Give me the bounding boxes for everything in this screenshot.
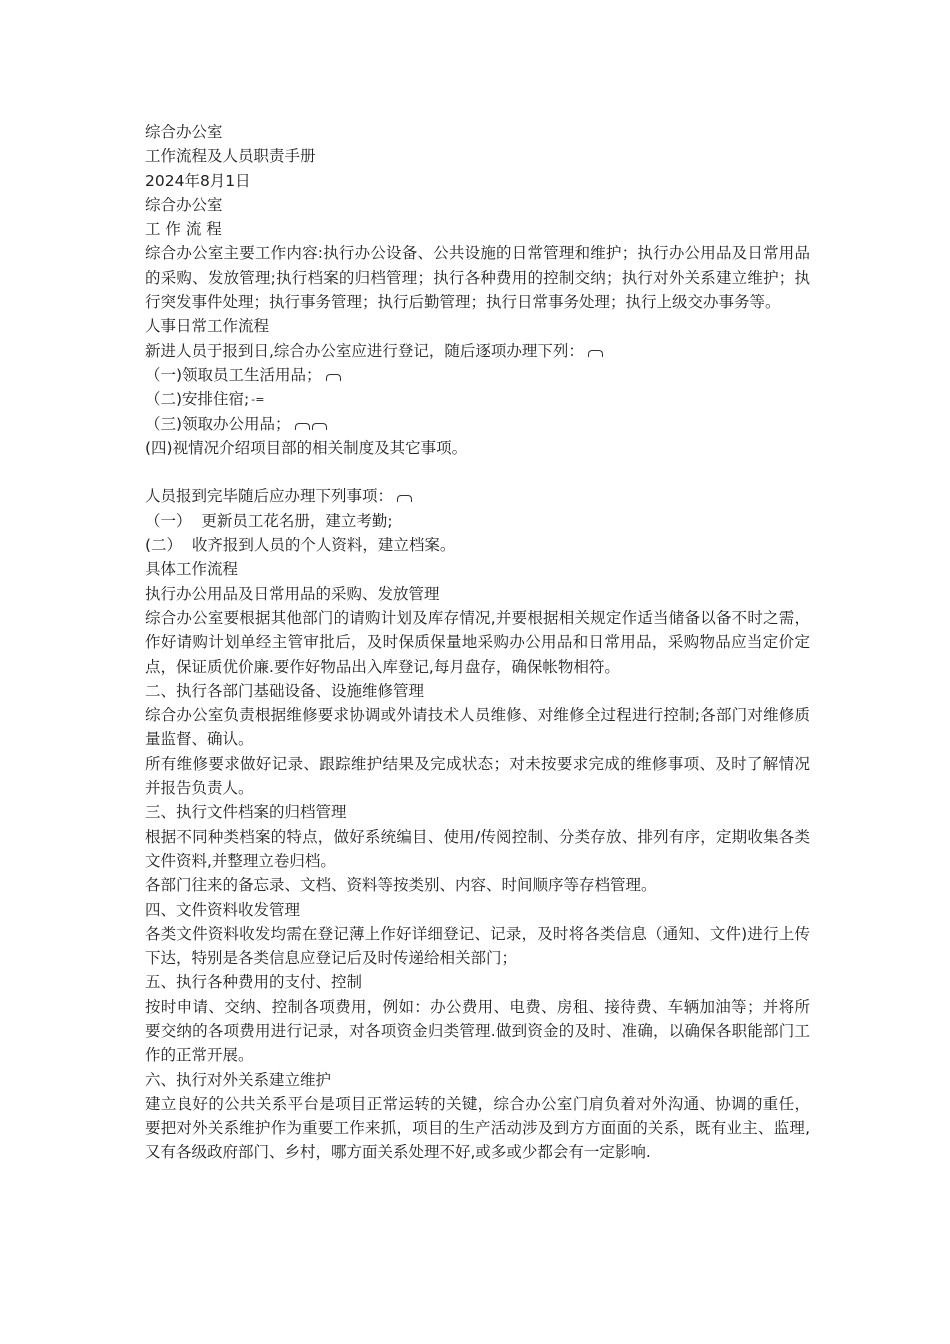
intro-paragraph: 综合办公室主要工作内容:执行办公设备、公共设施的日常管理和维护；执行办公用品及日常用品的采购、发放管理;执行档案的归档管理；执行各种费用的控制交纳；执行对外关系建立维护；执行突发事件处理；执行事务管理；执行后勤管理；执行日常事务处理；执行上级交办事务等。 bbox=[145, 244, 810, 312]
bracket-mark bbox=[295, 423, 310, 430]
hr-item-3: （三)领取办公用品； bbox=[145, 412, 810, 436]
hr-after-item-1: （一） 更新员工花名册，建立考勤; bbox=[145, 511, 393, 530]
hr-after-item-2: (二） 收齐报到人员的个人资料，建立档案。 bbox=[145, 536, 456, 555]
section-2-body-1: 综合办公室负责根据维修要求协调或外请技术人员维修、对维修全过程进行控制;各部门对维修质量监督、确认。 bbox=[145, 706, 810, 749]
section-2-title: 二、执行各部门基础设备、设施维修管理 bbox=[145, 681, 425, 700]
section-1-title: 执行办公用品及日常用品的采购、发放管理 bbox=[145, 584, 440, 603]
manual-title: 工作流程及人员职责手册 bbox=[145, 147, 316, 166]
bracket-mark bbox=[326, 374, 341, 381]
hr-heading: 人事日常工作流程 bbox=[145, 317, 270, 336]
blank-line bbox=[145, 460, 810, 484]
org-name-2: 综合办公室 bbox=[145, 195, 223, 214]
section-4-title: 四、文件资料收发管理 bbox=[145, 900, 301, 919]
section-4-body: 各类文件资料收发均需在登记薄上作好详细登记、记录，及时将各类信息（通知、文件)进行上传下达，特别是各类信息应登记后及时传递给相关部门； bbox=[145, 924, 810, 968]
org-name: 综合办公室 bbox=[145, 123, 223, 141]
section-3-body-1: 根据不同种类档案的特点，做好系统编目、使用/传阅控制、分类存放、排列有序，定期收集各类文件资料,并整理立卷归档。 bbox=[145, 827, 810, 870]
document-page bbox=[145, 120, 810, 1165]
specific-heading: 具体工作流程 bbox=[145, 560, 239, 579]
section-1-body: 综合办公室要根据其他部门的请购计划及库存情况,并要根据相关规定作适当储备以备不时之需，作好请购计划单经主管审批后，及时保质保量地采购办公用品和日常用品，采购物品应当定价定点，保证质优价廉.要作好物品出入库登记,每月盘存，确保帐物相符。 bbox=[145, 608, 810, 676]
hr-item-4: (四)视情况介绍项目部的相关制度及其它事项。 bbox=[145, 438, 468, 457]
section-2-body-2: 所有维修要求做好记录、跟踪维护结果及完成状态；对未按要求完成的维修事项、及时了解情况并报告负责人。 bbox=[145, 754, 810, 798]
bracket-mark bbox=[588, 350, 603, 357]
hr-item-1: （一)领取员工生活用品； bbox=[145, 363, 810, 387]
bracket-mark bbox=[397, 495, 412, 502]
section-6-title: 六、执行对外关系建立维护 bbox=[145, 1070, 332, 1089]
hr-item-2: （二)安排住宿; -= bbox=[145, 390, 265, 409]
hr-step-intro: 新进人员于报到日,综合办公室应进行登记，随后逐项办理下列： bbox=[145, 339, 810, 363]
section-6-body: 建立良好的公共关系平台是项目正常运转的关键，综合办公室门肩负着对外沟通、协调的重任，要把对外关系维护作为重要工作来抓，项目的生产活动涉及到方方面面的关系，既有业主、监理,又有各级政府部门、乡村，哪方面关系处理不好,或多或少都会有一定影响. bbox=[145, 1094, 810, 1162]
bracket-mark bbox=[312, 423, 327, 430]
date: 2024年8月1日 bbox=[145, 171, 251, 190]
section-3-title: 三、执行文件档案的归档管理 bbox=[145, 803, 347, 822]
section-3-body-2: 各部门往来的备忘录、文档、资料等按类别、内容、时间顺序等存档管理。 bbox=[145, 876, 657, 895]
section-title: 工 作 流 程 bbox=[145, 220, 222, 239]
equals-mark: -= bbox=[251, 393, 265, 407]
section-5-title: 五、执行各种费用的支付、控制 bbox=[145, 973, 363, 992]
section-5-body: 按时申请、交纳、控制各项费用，例如：办公费用、电费、房租、接待费、车辆加油等；并将所要交纳的各项费用进行记录，对各项资金归类管理.做到资金的及时、准确，以确保各职能部门工作的正常开展。 bbox=[145, 997, 810, 1065]
hr-after-intro: 人员报到完毕随后应办理下列事项： bbox=[145, 484, 810, 508]
